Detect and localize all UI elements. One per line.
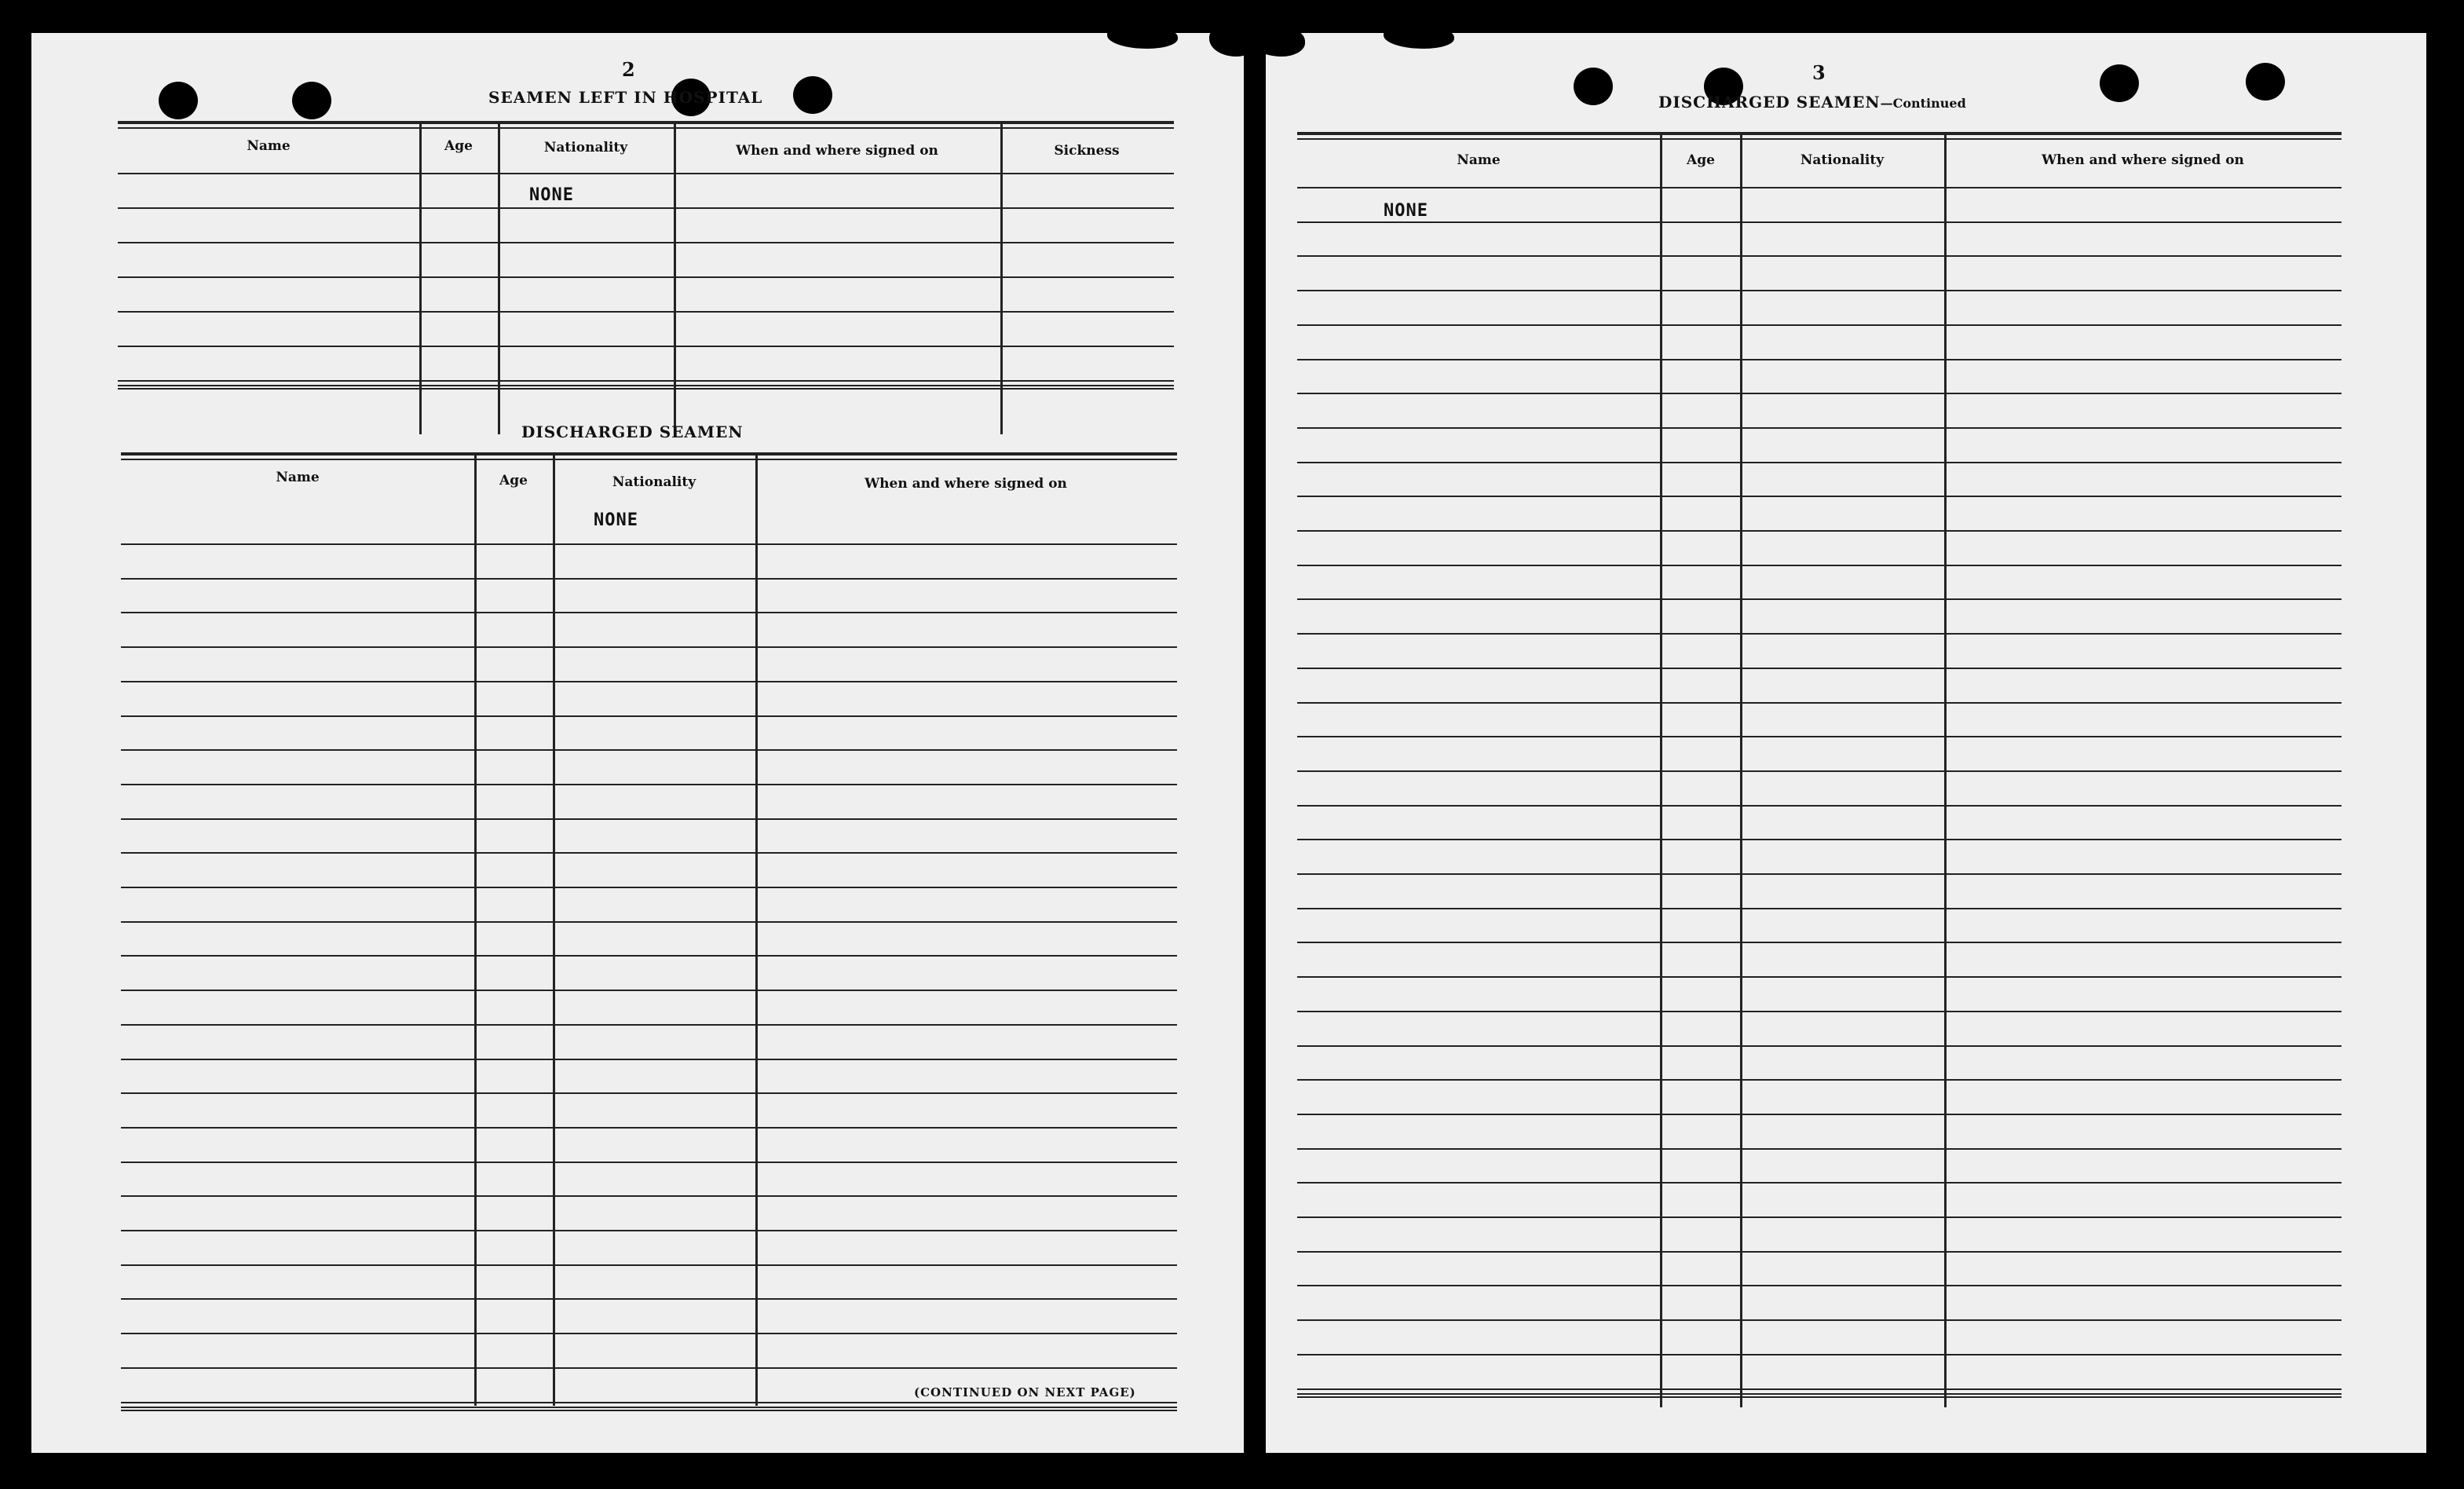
table-row-rule xyxy=(1297,324,2342,326)
column-header-nationality: Nationality xyxy=(1800,152,1885,168)
table-row-rule xyxy=(121,1059,1177,1060)
table-top-rule xyxy=(118,121,1174,124)
table-bottom-rule xyxy=(1297,1396,2342,1398)
table-row-rule xyxy=(1297,565,2342,566)
table-row-rule xyxy=(1297,1216,2342,1218)
table-bottom-rule xyxy=(118,388,1174,390)
table-row-rule xyxy=(121,921,1177,923)
table-row-rule xyxy=(118,380,1174,382)
table-row-rule xyxy=(118,311,1174,313)
table-row-rule xyxy=(1297,359,2342,360)
table-row-rule xyxy=(121,543,1177,545)
typed-entry-none: NONE xyxy=(1384,201,1428,221)
column-header-signed-on: When and where signed on xyxy=(736,143,938,159)
table-row-rule xyxy=(121,646,1177,648)
table-row-rule xyxy=(121,1024,1177,1026)
table-row-rule xyxy=(1297,1079,2342,1081)
table-row-rule xyxy=(121,1402,1177,1403)
table-row-rule xyxy=(121,612,1177,613)
column-header-age: Age xyxy=(444,138,473,154)
table-row-rule xyxy=(121,784,1177,785)
punch-hole xyxy=(159,82,198,119)
torn-edge xyxy=(1107,33,1178,49)
footer-continued: (CONTINUED ON NEXT PAGE) xyxy=(914,1385,1136,1399)
table-row-rule xyxy=(121,852,1177,854)
table-row-rule xyxy=(1297,839,2342,840)
table-row-rule xyxy=(121,1264,1177,1266)
table-row-rule xyxy=(1297,393,2342,394)
section-title-hospital: SEAMEN LEFT IN HOSPITAL xyxy=(488,88,763,107)
table-row-rule xyxy=(1297,427,2342,429)
column-header-age: Age xyxy=(499,473,528,488)
section-title-discharged-continued: DISCHARGED SEAMEN—Continued xyxy=(1658,93,1966,112)
table-row-rule xyxy=(1297,976,2342,978)
table-row-rule xyxy=(121,1195,1177,1197)
left-page xyxy=(31,33,1244,1453)
table-row-rule xyxy=(121,1092,1177,1094)
column-header-name: Name xyxy=(1457,152,1501,168)
table-row-rule xyxy=(1297,668,2342,669)
table-row-rule xyxy=(121,1298,1177,1300)
table-row-rule xyxy=(118,173,1174,174)
table-row-rule xyxy=(1297,770,2342,772)
table-row-rule xyxy=(118,346,1174,347)
table-row-rule xyxy=(118,276,1174,278)
table-row-rule xyxy=(1297,805,2342,807)
table-row-rule xyxy=(1297,1148,2342,1150)
table-row-rule xyxy=(1297,221,2342,223)
torn-edge xyxy=(1384,33,1454,49)
table-row-rule xyxy=(121,578,1177,580)
table-row-rule xyxy=(1297,255,2342,257)
table-bottom-rule xyxy=(118,385,1174,386)
column-header-name: Name xyxy=(247,138,291,154)
table-row-rule xyxy=(1297,187,2342,188)
typed-entry-none: NONE xyxy=(594,510,638,530)
punch-hole xyxy=(1574,68,1613,105)
table-bottom-rule xyxy=(121,1407,1177,1408)
table-top-rule xyxy=(118,127,1174,129)
table-row-rule xyxy=(121,681,1177,682)
punch-hole xyxy=(292,82,331,119)
table-row-rule xyxy=(121,955,1177,957)
table-row-rule xyxy=(121,1162,1177,1163)
torn-edge xyxy=(1266,33,1305,57)
punch-hole xyxy=(2100,64,2139,102)
column-header-signed-on: When and where signed on xyxy=(2042,152,2244,168)
table-row-rule xyxy=(1297,908,2342,909)
table-row-rule xyxy=(1297,1319,2342,1321)
column-header-nationality: Nationality xyxy=(612,474,696,490)
table-row-rule xyxy=(1297,1114,2342,1115)
table-row-rule xyxy=(1297,702,2342,704)
table-row-rule xyxy=(118,207,1174,209)
table-row-rule xyxy=(1297,736,2342,737)
table-row-rule xyxy=(118,242,1174,243)
table-row-rule xyxy=(1297,1285,2342,1286)
table-row-rule xyxy=(121,818,1177,820)
column-header-age: Age xyxy=(1687,152,1715,168)
table-row-rule xyxy=(1297,1354,2342,1355)
table-row-rule xyxy=(1297,1011,2342,1012)
page-number: 2 xyxy=(622,58,635,81)
table-row-rule xyxy=(1297,496,2342,497)
page-number: 3 xyxy=(1812,61,1826,84)
punch-hole xyxy=(2246,63,2285,101)
table-row-rule xyxy=(121,1367,1177,1369)
table-row-rule xyxy=(1297,1182,2342,1184)
table-row-rule xyxy=(1297,873,2342,875)
table-row-rule xyxy=(121,1333,1177,1334)
table-bottom-rule xyxy=(1297,1393,2342,1395)
table-row-rule xyxy=(121,715,1177,717)
table-row-rule xyxy=(121,1127,1177,1129)
table-row-rule xyxy=(1297,1251,2342,1253)
table-row-rule xyxy=(121,749,1177,751)
section-title-discharged: DISCHARGED SEAMEN xyxy=(521,423,744,441)
table-row-rule xyxy=(1297,290,2342,291)
column-header-nationality: Nationality xyxy=(543,140,628,155)
table-row-rule xyxy=(1297,530,2342,532)
column-header-name: Name xyxy=(276,470,320,485)
table-bottom-rule xyxy=(121,1410,1177,1411)
punch-hole xyxy=(793,76,832,114)
table-row-rule xyxy=(121,990,1177,991)
column-header-signed-on: When and where signed on xyxy=(865,476,1067,492)
torn-edge xyxy=(1209,33,1244,57)
table-row-rule xyxy=(1297,1388,2342,1390)
table-row-rule xyxy=(121,1230,1177,1231)
table-row-rule xyxy=(1297,598,2342,600)
table-row-rule xyxy=(1297,462,2342,463)
typed-entry-none: NONE xyxy=(529,185,574,205)
right-page xyxy=(1266,33,2426,1453)
column-header-sickness: Sickness xyxy=(1054,143,1120,159)
table-row-rule xyxy=(121,887,1177,888)
table-row-rule xyxy=(1297,942,2342,943)
table-row-rule xyxy=(1297,633,2342,635)
table-row-rule xyxy=(1297,1045,2342,1047)
